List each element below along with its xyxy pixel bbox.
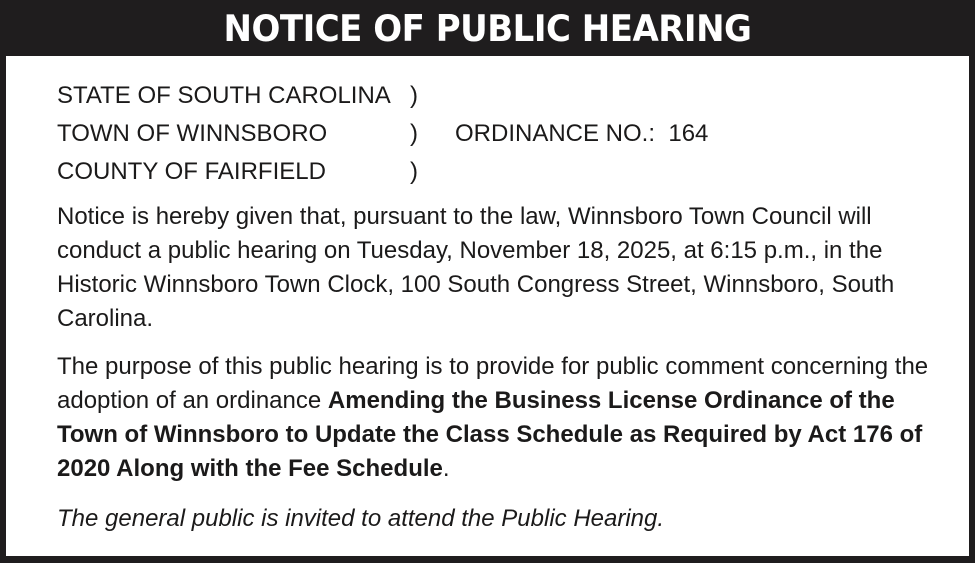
caption-paren-town: ) xyxy=(410,120,418,147)
caption-row-town xyxy=(57,115,857,153)
caption-paren-state: ) xyxy=(410,82,418,109)
purpose-intro-text: The purpose of this public hearing is to provide for public comment concerning the adoption of an ordinance xyxy=(57,353,929,414)
caption-row-county xyxy=(57,153,857,191)
notice-title: NOTICE OF PUBLIC HEARING xyxy=(223,6,752,51)
invitation-paragraph: The general public is invited to attend the Public Hearing. xyxy=(57,505,665,532)
ordinance-title-text: Amending the Business License Ordinance of the Town of Winnsboro to Update the Class Schedule as Required by Act 176 of 2020 Along with the Fee Schedule xyxy=(57,387,923,482)
ordinance-number-label xyxy=(455,115,708,153)
purpose-end-text: . xyxy=(442,455,450,482)
caption-town: TOWN OF WINNSBORO xyxy=(57,120,328,147)
caption-county: COUNTY OF FAIRFIELD xyxy=(57,158,326,185)
purpose-paragraph xyxy=(57,350,957,486)
caption-row-state xyxy=(57,77,857,115)
hearing-notice-paragraph: Notice is hereby given that, pursuant to the law, Winnsboro Town Council will conduct a public hearing on Tuesday, November 18, 2025, at 6:15 p.m., in the Historic Winnsboro Town Clock, 100 South Congress Street, Winnsboro, South Carolina. xyxy=(57,203,895,332)
caption-state: STATE OF SOUTH CAROLINA xyxy=(57,82,391,109)
ordinance-label-text: ORDINANCE NO.: xyxy=(455,120,656,147)
ordinance-number: 164 xyxy=(668,120,709,147)
legal-caption xyxy=(57,77,857,191)
notice-header xyxy=(0,0,975,55)
caption-paren-county: ) xyxy=(410,158,418,185)
notice-body xyxy=(6,56,969,556)
